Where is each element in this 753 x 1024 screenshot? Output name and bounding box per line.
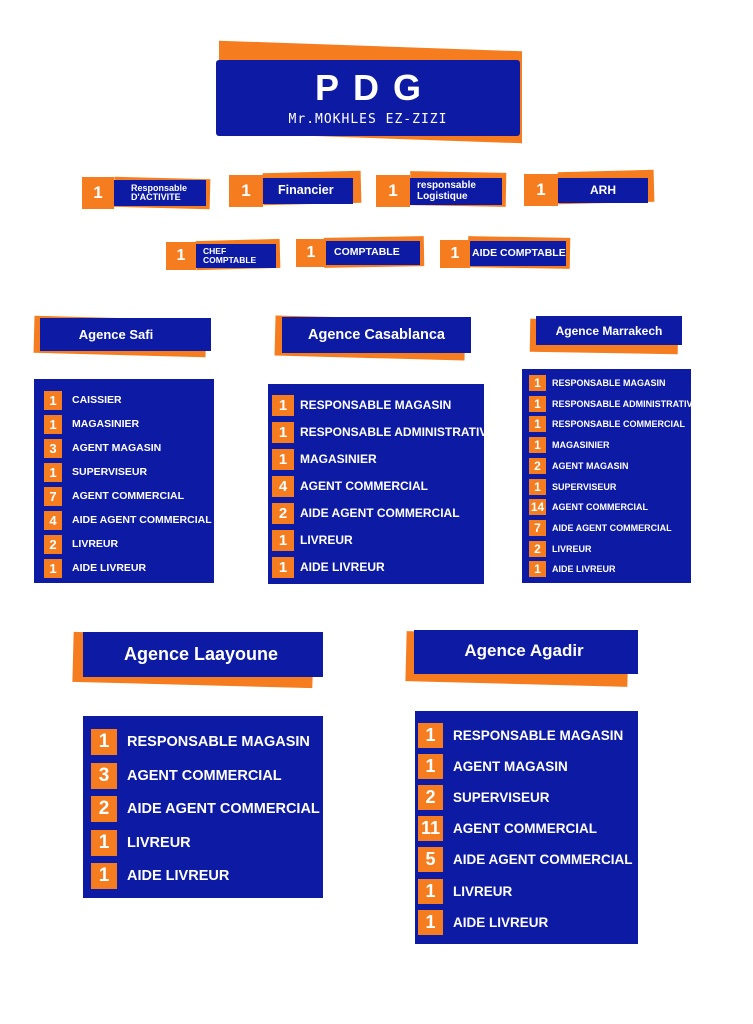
staff-role: AIDE LIVREUR bbox=[72, 562, 147, 574]
staff-row bbox=[268, 530, 484, 551]
direction-label: responsable Logistique bbox=[417, 180, 476, 202]
staff-count: 1 bbox=[418, 910, 443, 935]
staff-role: LIVREUR bbox=[453, 883, 513, 899]
direction-count: 1 bbox=[296, 239, 326, 267]
staff-count: 1 bbox=[529, 479, 546, 495]
staff-row bbox=[415, 723, 638, 748]
staff-row bbox=[522, 541, 691, 557]
agency-title: Agence Laayoune bbox=[123, 644, 279, 664]
staff-count: 1 bbox=[529, 416, 546, 432]
staff-count: 2 bbox=[529, 458, 546, 474]
pdg-box bbox=[216, 60, 520, 136]
agency-title: Agence Casablanca bbox=[307, 327, 445, 343]
direction-label: Responsable D'ACTIVITE bbox=[131, 182, 188, 202]
staff-row bbox=[522, 520, 691, 536]
staff-role: RESPONSABLE ADMINISTRATIVE bbox=[552, 398, 699, 409]
staff-role: LIVREUR bbox=[127, 834, 191, 851]
staff-count: 1 bbox=[44, 391, 62, 410]
staff-row bbox=[268, 449, 484, 470]
direction-count: 1 bbox=[229, 175, 263, 207]
staff-list-laayoune bbox=[83, 716, 323, 898]
staff-count: 1 bbox=[272, 530, 294, 551]
staff-role: AIDE AGENT COMMERCIAL bbox=[552, 522, 672, 533]
staff-count: 1 bbox=[418, 754, 443, 779]
staff-role: AGENT COMMERCIAL bbox=[300, 479, 428, 493]
staff-count: 1 bbox=[529, 375, 546, 391]
staff-row bbox=[415, 754, 638, 779]
staff-role: CAISSIER bbox=[72, 394, 122, 406]
staff-count: 1 bbox=[44, 415, 62, 434]
direction-count: 1 bbox=[376, 175, 410, 207]
pdg-name: Mr.MOKHLES EZ-ZIZI bbox=[288, 111, 448, 127]
staff-row bbox=[83, 863, 323, 889]
staff-row bbox=[522, 499, 691, 515]
staff-role: RESPONSABLE MAGASIN bbox=[300, 398, 452, 412]
staff-count: 1 bbox=[44, 463, 62, 482]
staff-count: 1 bbox=[91, 729, 117, 755]
staff-row bbox=[415, 816, 638, 841]
staff-role: RESPONSABLE ADMINISTRATIVE bbox=[300, 425, 496, 439]
staff-role: LIVREUR bbox=[552, 543, 592, 554]
staff-role: LIVREUR bbox=[72, 538, 119, 550]
staff-row bbox=[268, 422, 496, 443]
staff-list-casablanca bbox=[268, 384, 496, 584]
staff-row bbox=[34, 511, 214, 530]
staff-role: AGENT COMMERCIAL bbox=[453, 821, 597, 837]
staff-count: 1 bbox=[529, 561, 546, 577]
staff-row bbox=[415, 847, 638, 872]
staff-count: 2 bbox=[529, 541, 546, 557]
staff-role: SUPERVISEUR bbox=[453, 789, 550, 805]
direction-label: CHEF COMPTABLE bbox=[203, 246, 257, 265]
staff-count: 1 bbox=[272, 449, 294, 470]
agency-title: Agence Marrakech bbox=[555, 323, 663, 338]
staff-count: 2 bbox=[418, 785, 443, 810]
staff-role: AGENT COMMERCIAL bbox=[72, 490, 184, 502]
staff-count: 4 bbox=[44, 511, 62, 530]
staff-role: AGENT MAGASIN bbox=[453, 758, 568, 774]
staff-count: 1 bbox=[44, 559, 62, 578]
staff-row bbox=[83, 796, 323, 822]
staff-role: AIDE LIVREUR bbox=[552, 564, 616, 575]
staff-role: SUPERVISEUR bbox=[552, 481, 617, 492]
staff-role: MAGASINIER bbox=[300, 452, 377, 466]
staff-count: 14 bbox=[530, 500, 545, 515]
staff-count: 1 bbox=[418, 879, 443, 904]
staff-count: 3 bbox=[91, 763, 117, 789]
staff-row bbox=[268, 503, 484, 524]
staff-row bbox=[522, 458, 691, 474]
staff-count: 7 bbox=[529, 520, 546, 536]
staff-row bbox=[268, 476, 484, 497]
staff-row bbox=[34, 463, 214, 482]
staff-role: AGENT COMMERCIAL bbox=[127, 767, 282, 784]
staff-role: AGENT MAGASIN bbox=[72, 442, 162, 454]
direction-count: 1 bbox=[166, 242, 196, 270]
staff-count: 1 bbox=[272, 395, 294, 416]
staff-row bbox=[522, 437, 691, 453]
staff-role: RESPONSABLE COMMERCIAL bbox=[552, 419, 686, 430]
staff-row bbox=[522, 561, 691, 577]
staff-row bbox=[415, 785, 638, 810]
staff-row bbox=[415, 910, 638, 935]
staff-role: MAGASINIER bbox=[552, 440, 610, 451]
staff-role: AGENT MAGASIN bbox=[552, 460, 629, 471]
staff-row bbox=[83, 729, 323, 755]
staff-role: AIDE LIVREUR bbox=[300, 560, 385, 574]
staff-count: 1 bbox=[91, 863, 117, 889]
staff-list-safi bbox=[34, 379, 214, 583]
staff-role: RESPONSABLE MAGASIN bbox=[127, 734, 310, 750]
staff-list-agadir bbox=[415, 711, 638, 944]
staff-count: 1 bbox=[272, 422, 294, 443]
direction-label: Financier bbox=[278, 183, 334, 198]
staff-role: AIDE AGENT COMMERCIAL bbox=[300, 506, 460, 520]
direction-label: AIDE COMPTABLE bbox=[472, 246, 566, 259]
staff-row bbox=[34, 535, 214, 554]
staff-count: 2 bbox=[91, 796, 117, 822]
staff-row bbox=[522, 396, 699, 412]
staff-row bbox=[83, 830, 323, 856]
staff-row bbox=[268, 557, 484, 578]
staff-list-marrakech bbox=[522, 369, 699, 583]
staff-role: AIDE AGENT COMMERCIAL bbox=[453, 852, 633, 868]
direction-label: ARH bbox=[590, 183, 616, 198]
staff-row bbox=[415, 879, 638, 904]
staff-count: 4 bbox=[272, 476, 294, 497]
staff-row bbox=[268, 395, 484, 416]
staff-role: AIDE AGENT COMMERCIAL bbox=[127, 801, 320, 817]
agency-title: Agence Safi bbox=[78, 327, 154, 342]
staff-count: 3 bbox=[44, 439, 62, 458]
staff-role: AIDE AGENT COMMERCIAL bbox=[72, 514, 212, 526]
direction-count: 1 bbox=[440, 240, 470, 268]
staff-role: AGENT COMMERCIAL bbox=[552, 502, 648, 513]
staff-row bbox=[522, 479, 691, 495]
staff-count: 1 bbox=[272, 557, 294, 578]
staff-count: 1 bbox=[529, 396, 546, 412]
direction-count: 1 bbox=[82, 177, 114, 209]
staff-count: 7 bbox=[44, 487, 62, 506]
staff-role: AIDE LIVREUR bbox=[453, 914, 549, 930]
staff-count: 1 bbox=[418, 723, 443, 748]
direction-count: 1 bbox=[524, 174, 558, 206]
staff-count: 2 bbox=[272, 503, 294, 524]
agency-title: Agence Agadir bbox=[464, 641, 584, 660]
staff-role: AIDE LIVREUR bbox=[127, 868, 230, 884]
staff-role: SUPERVISEUR bbox=[72, 466, 148, 478]
staff-role: RESPONSABLE MAGASIN bbox=[453, 727, 624, 743]
staff-row bbox=[522, 375, 691, 391]
staff-role: RESPONSABLE MAGASIN bbox=[552, 378, 666, 388]
staff-row bbox=[34, 559, 214, 578]
staff-count: 1 bbox=[529, 437, 546, 453]
staff-row bbox=[34, 391, 214, 410]
staff-row bbox=[522, 416, 691, 432]
staff-row bbox=[34, 439, 214, 458]
staff-role: LIVREUR bbox=[300, 533, 353, 547]
staff-count: 1 bbox=[91, 830, 117, 856]
staff-count: 11 bbox=[418, 816, 443, 841]
staff-role: MAGASINIER bbox=[72, 418, 140, 430]
staff-row bbox=[83, 763, 323, 789]
staff-count: 2 bbox=[44, 535, 62, 554]
staff-row bbox=[34, 415, 214, 434]
pdg-title: PDG bbox=[314, 66, 435, 108]
staff-count: 5 bbox=[418, 847, 443, 872]
staff-row bbox=[34, 487, 214, 506]
direction-label: COMPTABLE bbox=[334, 246, 400, 259]
